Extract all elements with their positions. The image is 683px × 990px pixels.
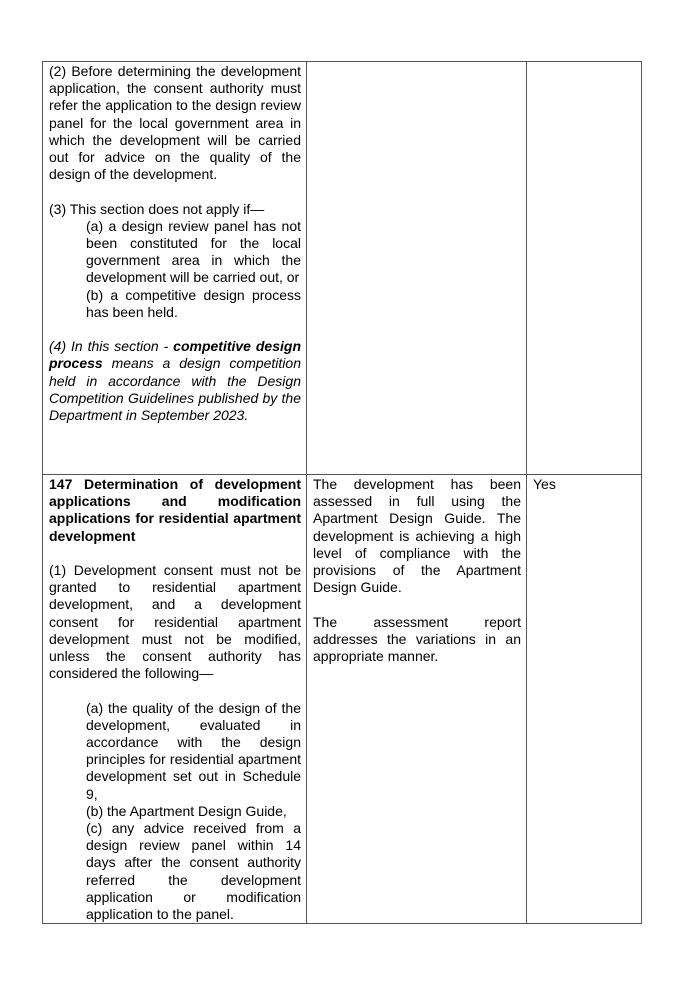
- assessment-table: [42, 61, 642, 924]
- comment-cell: [307, 62, 527, 475]
- clause-3b-text: (b) a competitive design process has been held.: [86, 286, 301, 320]
- comment-paragraph-1: The development has been assessed in full using the Apartment Design Guide. The development is achieving a high level of compliance with the provisions of the Apartment Design Guide.: [313, 476, 521, 596]
- clause-1-text: (1) Development consent must not be granted to residential apartment development, and a development consent for residential apartment development must not be modified, unless the consent authority has considered the following—: [49, 562, 301, 682]
- clause-4-text: [49, 338, 301, 424]
- table-row: [43, 62, 642, 475]
- comment-paragraph-2: The assessment report addresses the variations in an appropriate manner.: [313, 613, 521, 665]
- clause-b-text: (b) the Apartment Design Guide,: [86, 802, 287, 819]
- clause-3a-text: (a) a design review panel has not been constituted for the local government area in which the development will be carried out, or: [86, 217, 301, 286]
- clause-2-text: (2) Before determining the development application, the consent authority must refer the application to the design review panel for the local government area in which the development will be carried out for advice on the quality of the design of the development.: [49, 63, 301, 183]
- clause-3-text: (3) This section does not apply if—: [49, 200, 265, 217]
- table-row: [43, 475, 642, 924]
- control-cell: [43, 475, 307, 924]
- clause-4-prefix: (4) In this section -: [49, 338, 174, 355]
- defined-term: competitive design process: [49, 338, 302, 372]
- compliance-cell: [527, 475, 642, 924]
- compliance-cell: [527, 62, 642, 475]
- compliance-value: Yes: [533, 476, 556, 492]
- comment-cell: [307, 475, 527, 924]
- section-147-heading: 147 Determination of development applications and modification applications for residential apartment development: [49, 476, 301, 544]
- clause-4-definition: means a design competition held in accordance with the Design Competition Guidelines published by the Department in September 2023.: [49, 355, 301, 424]
- clause-a-text: (a) the quality of the design of the development, evaluated in accordance with the design principles for residential apartment development set out in Schedule 9,: [86, 699, 301, 802]
- clause-c-text: (c) any advice received from a design review panel within 14 days after the consent authority referred the development application or modification application to the panel.: [86, 820, 301, 923]
- control-cell: [43, 62, 307, 475]
